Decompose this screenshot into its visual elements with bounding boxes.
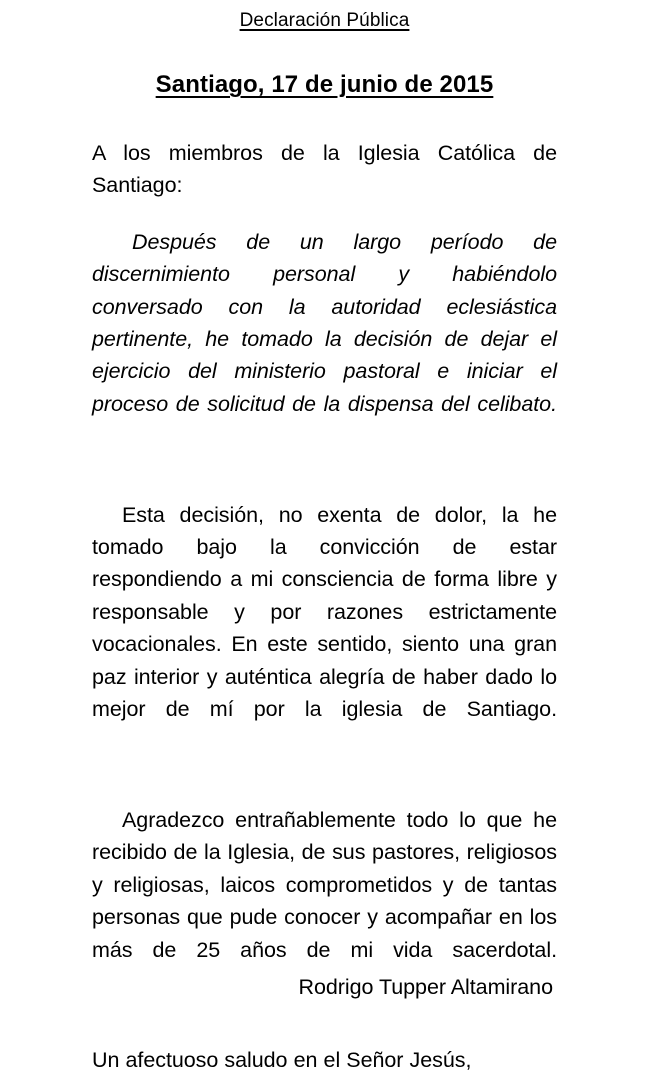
body-paragraph-1: Después de un largo período de discernimiento personal y habiéndolo conversado con la autoridad eclesiástica pertinente, he tomado la decisión de dejar el ejercicio del ministerio pastoral e iniciar el proceso de solicitud de la dispensa del celibato.: [92, 229, 557, 416]
body-paragraph-3: Agradezco entrañablemente todo lo que he recibido de la Iglesia, de sus pastores, religiosos y religiosas, laicos comprometidos y de tantas personas que pude conocer y acompañar en los más de 25 años de mi vida sacerdotal.: [92, 807, 557, 962]
document-title: Declaración Pública: [239, 10, 410, 31]
signature-name: Rodrigo Tupper Altamirano: [298, 975, 553, 999]
document-body: [92, 137, 557, 1077]
closing-paragraph: Un afectuoso saludo en el Señor Jesús,: [92, 1048, 472, 1073]
document-date-line: Santiago, 17 de junio de 2015: [155, 70, 494, 98]
salutation-paragraph: A los miembros de la Iglesia Católica de Santiago:: [92, 141, 557, 198]
body-paragraph-2: Esta decisión, no exenta de dolor, la he tomado bajo la convicción de estar respondiendo a mi consciencia de forma libre y responsable y por razones estrictamente vocacionales. En este sentido, siento una gran paz interior y auténtica alegría de haber dado lo mejor de mí por la iglesia de Santiago.: [92, 502, 557, 722]
